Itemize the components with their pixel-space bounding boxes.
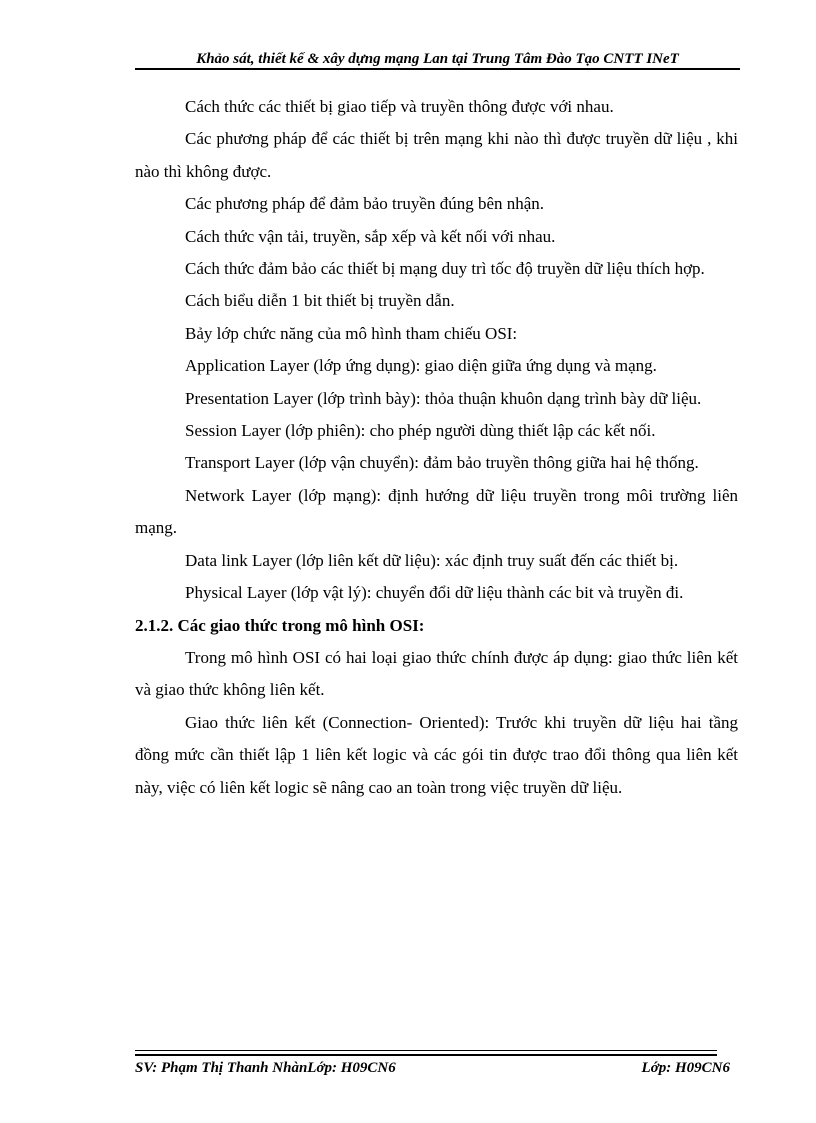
paragraph: Cách thức vận tải, truyền, sắp xếp và kết nối với nhau.: [185, 226, 556, 246]
page-header-title: Khảo sát, thiết kế & xây dựng mạng Lan tại Trung Tâm Đào Tạo CNTT INeT: [196, 51, 679, 67]
footer-student-info: SV: Phạm Thị Thanh NhànLớp: H09CN6: [135, 1060, 396, 1076]
paragraph: Các phương pháp để các thiết bị trên mạng khi nào thì được truyền dữ liệu , khi nào thì không được.: [135, 129, 738, 181]
paragraph: Cách thức các thiết bị giao tiếp và truyền thông được với nhau.: [185, 97, 614, 116]
paragraph: Bảy lớp chức năng của mô hình tham chiếu OSI:: [185, 323, 518, 343]
footer-divider-thin: [135, 1050, 717, 1051]
osi-layer-transport: Transport Layer (lớp vận chuyển): đảm bảo truyền thông giữa hai hệ thống.: [185, 453, 699, 473]
osi-layer-presentation: Presentation Layer (lớp trình bày): thỏa thuận khuôn dạng trình bày dữ liệu.: [185, 388, 702, 408]
footer-class-info: Lớp: H09CN6: [641, 1060, 730, 1076]
paragraph: Các phương pháp để đảm bảo truyền đúng bên nhận.: [185, 194, 545, 214]
paragraph: Cách biểu diễn 1 bit thiết bị truyền dẫn.: [185, 291, 455, 311]
paragraph: Trong mô hình OSI có hai loại giao thức chính được áp dụng: giao thức liên kết và giao thức không liên kết.: [135, 647, 738, 700]
paragraph: Giao thức liên kết (Connection- Oriented): Trước khi truyền dữ liệu hai tầng đồng mức cần thiết lập 1 liên kết logic và các gói tin được trao đổi thông qua liên kết này, việc có liên kết logic sẽ nâng cao an toàn trong việc truyền dữ liệu.: [135, 712, 738, 797]
osi-layer-application: Application Layer (lớp ứng dụng): giao diện giữa ứng dụng và mạng.: [185, 356, 657, 376]
footer-divider-thick: [135, 1054, 717, 1056]
section-heading: 2.1.2. Các giao thức trong mô hình OSI:: [135, 615, 425, 635]
osi-layer-physical: Physical Layer (lớp vật lý): chuyển đổi dữ liệu thành các bit và truyền đi.: [185, 583, 684, 603]
osi-layer-data-link: Data link Layer (lớp liên kết dữ liệu): xác định truy suất đến các thiết bị.: [185, 550, 679, 570]
header-divider: [135, 68, 740, 70]
paragraph: Cách thức đảm bảo các thiết bị mạng duy trì tốc độ truyền dữ liệu thích hợp.: [185, 259, 705, 279]
osi-layer-session: Session Layer (lớp phiên): cho phép người dùng thiết lập các kết nối.: [185, 421, 656, 441]
document-body: [135, 91, 738, 804]
osi-layer-network: Network Layer (lớp mạng): định hướng dữ liệu truyền trong môi trường liên mạng.: [135, 485, 738, 538]
